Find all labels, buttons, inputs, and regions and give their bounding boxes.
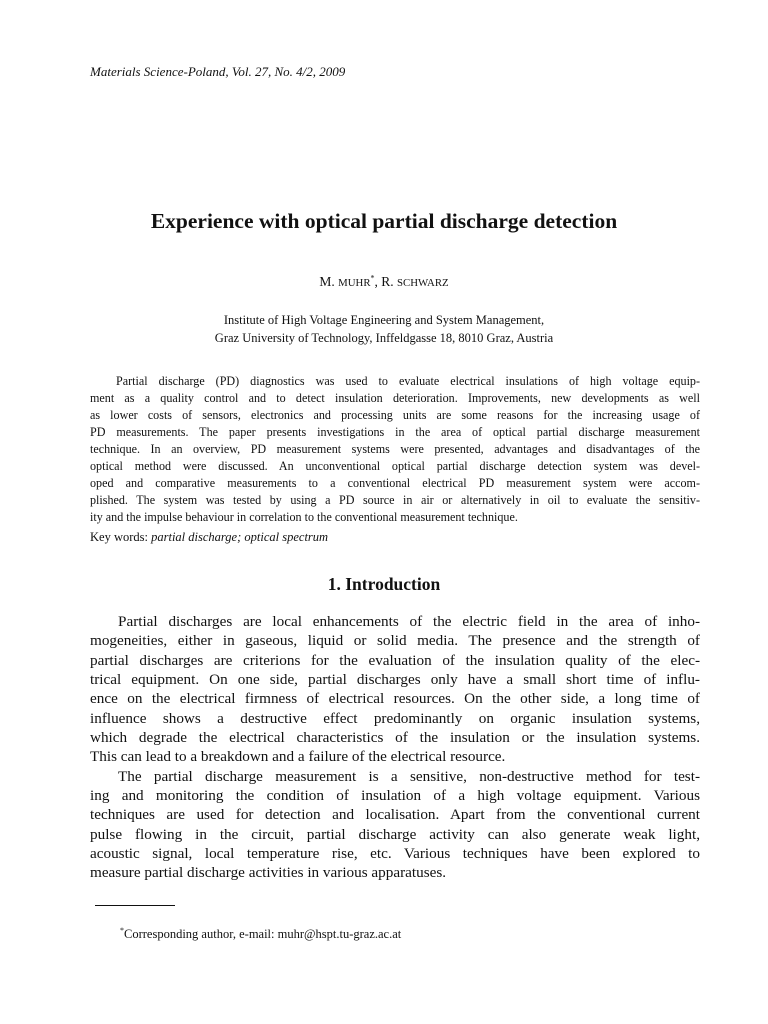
affiliation — [0, 311, 768, 347]
keywords — [90, 530, 328, 545]
body-line: techniques are used for detection and localisation. Apart from the conventional current — [90, 806, 700, 824]
body-text — [90, 612, 700, 883]
author-surname: MUHR — [338, 277, 371, 289]
body-line: ence on the electrical firmness of electrical resources. On the other side, a long time of — [90, 690, 700, 708]
abstract-line: oped and comparative measurements to a conventional electrical PD measurement system were accom- — [90, 476, 700, 490]
abstract-line: plished. The system was tested by using a PD source in air or alternatively in oil to evaluate the sensitiv- — [90, 493, 700, 507]
corresponding-mark: * — [370, 273, 375, 283]
paragraph — [90, 612, 700, 767]
affiliation-line: Graz University of Technology, Inffeldgasse 18, 8010 Graz, Austria — [214, 331, 554, 345]
abstract-line: ment as a quality control and to detect insulation deterioration. Improvements, new developments as well — [90, 391, 700, 405]
abstract-line: PD measurements. The paper presents investigations in the area of optical partial discharge measurement — [90, 425, 700, 439]
body-line: influence shows a destructive effect predominantly on organic insulation systems, — [90, 709, 700, 727]
body-line: ing and monitoring the condition of insulation of a high voltage equipment. Various — [90, 787, 700, 805]
keywords-value: partial discharge; optical spectrum — [151, 530, 329, 544]
author-initial: M. — [319, 274, 339, 289]
author-separator: , — [374, 274, 382, 289]
body-line: mogeneities, either in gaseous, liquid or solid media. The presence and the strength of — [90, 632, 700, 650]
abstract-line: optical method were discussed. An unconventional optical partial discharge detection system was devel- — [90, 459, 700, 473]
journal-citation: Materials Science-Poland, Vol. 27, No. 4/2, 2009 — [90, 64, 346, 79]
author-initial: R. — [381, 274, 398, 289]
body-line: acoustic signal, local temperature rise, etc. Various techniques have been explored to — [90, 845, 700, 863]
footnote — [120, 927, 401, 942]
affiliation-line: Institute of High Voltage Engineering and System Management, — [223, 313, 545, 327]
abstract-line: Partial discharge (PD) diagnostics was used to evaluate electrical insulations of high voltage equip- — [116, 374, 700, 388]
abstract-line: as lower costs of sensors, electronics and processing units are some reasons for the increasing usage of — [90, 408, 700, 422]
body-line: partial discharges are criterions for the evaluation of the insulation quality of the elec- — [90, 651, 700, 669]
body-line: This can lead to a breakdown and a failure of the electrical resource. — [90, 748, 506, 766]
keywords-label: Key words: — [90, 530, 152, 544]
body-line: pulse flowing in the circuit, partial discharge activity can also generate weak light, — [90, 825, 700, 843]
body-line: trical equipment. On one side, partial discharges only have a small short time of influ- — [90, 671, 700, 689]
body-line: Partial discharges are local enhancements of the electric field in the area of inho- — [118, 613, 700, 630]
paper-title: Experience with optical partial discharge detection — [150, 209, 618, 233]
abstract-line: ity and the impulse behaviour in correlation to the conventional measurement technique. — [90, 510, 518, 524]
body-line: The partial discharge measurement is a sensitive, non-destructive method for test- — [118, 767, 700, 785]
abstract — [90, 373, 700, 526]
footnote-text: Corresponding author, e-mail: muhr@hspt.tu-graz.ac.at — [124, 927, 402, 941]
paragraph — [90, 767, 700, 883]
body-line: measure partial discharge activities in various apparatuses. — [90, 864, 447, 882]
footnote-mark: * — [120, 925, 124, 935]
abstract-line: technique. In an overview, PD measurement systems were presented, advantages and disadvantages of the — [90, 442, 700, 456]
body-line: which degrade the electrical characteristics of the insulation or the insulation systems. — [90, 729, 700, 747]
footnote-rule — [95, 905, 175, 906]
author-list — [0, 274, 768, 290]
section-heading: 1. Introduction — [327, 574, 441, 594]
author-surname: SCHWARZ — [397, 277, 449, 289]
